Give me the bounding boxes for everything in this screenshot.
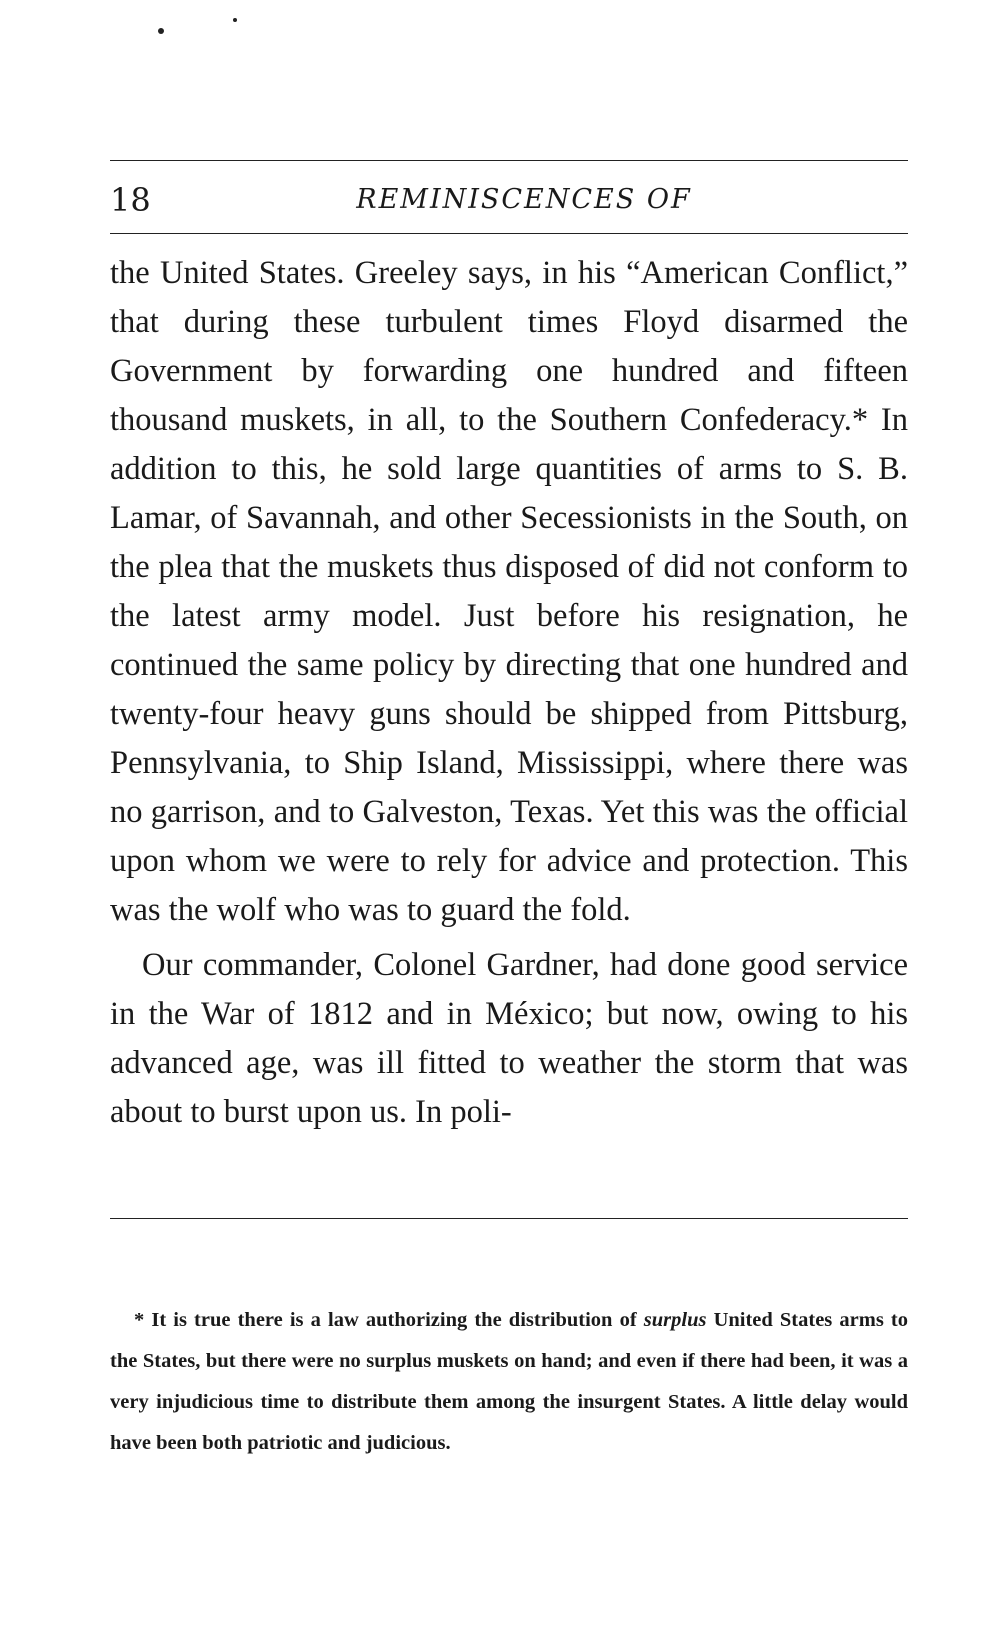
- footnote-rest: United States arms to the States, but there were no surplus muskets on hand; and even if there had been, it was a very injudicious time to distribute them among the insurgent States. A little delay would have been both patriotic and judicious.: [110, 1309, 908, 1454]
- running-title: REMINISCENCES OF: [356, 184, 692, 215]
- body-text: [110, 249, 908, 1137]
- paragraph: the United States. Greeley says, in his “American Conflict,” that during these turbulent times Floyd disarmed the Government by forwarding one hundred and fifteen thousand muskets, in all, to the Southern Confederacy.* In addition to this, he sold large quantities of arms to S. B. Lamar, of Savannah, and other Secessionists in the South, on the plea that the muskets thus disposed of did not conform to the latest army model. Just before his resignation, he continued the same policy by directing that one hundred and twenty-four heavy guns should be shipped from Pittsburg, Pennsylvania, to Ship Island, Mississippi, where there was no garrison, and to Galveston, Texas. Yet this was the official upon whom we were to rely for advice and protection. This was the wolf who was to guard the fold.: [110, 255, 908, 928]
- running-head: [110, 178, 908, 222]
- footnote: [110, 1300, 908, 1464]
- footnote-lead: * It is true there is a law authorizing the distribution of: [134, 1309, 644, 1331]
- ink-speck: [233, 18, 237, 22]
- page-number: 18: [110, 181, 151, 219]
- ink-speck: [158, 28, 164, 34]
- footnote-rule: [110, 1218, 908, 1219]
- header-top-rule: [110, 160, 908, 161]
- footnote-emphasis: surplus: [643, 1309, 707, 1331]
- header-bottom-rule: [110, 233, 908, 234]
- paragraph: Our commander, Colonel Gardner, had done good service in the War of 1812 and in México; but now, owing to his advanced age, was ill fitted to weather the storm that was about to burst upon us. In poli-: [110, 947, 908, 1130]
